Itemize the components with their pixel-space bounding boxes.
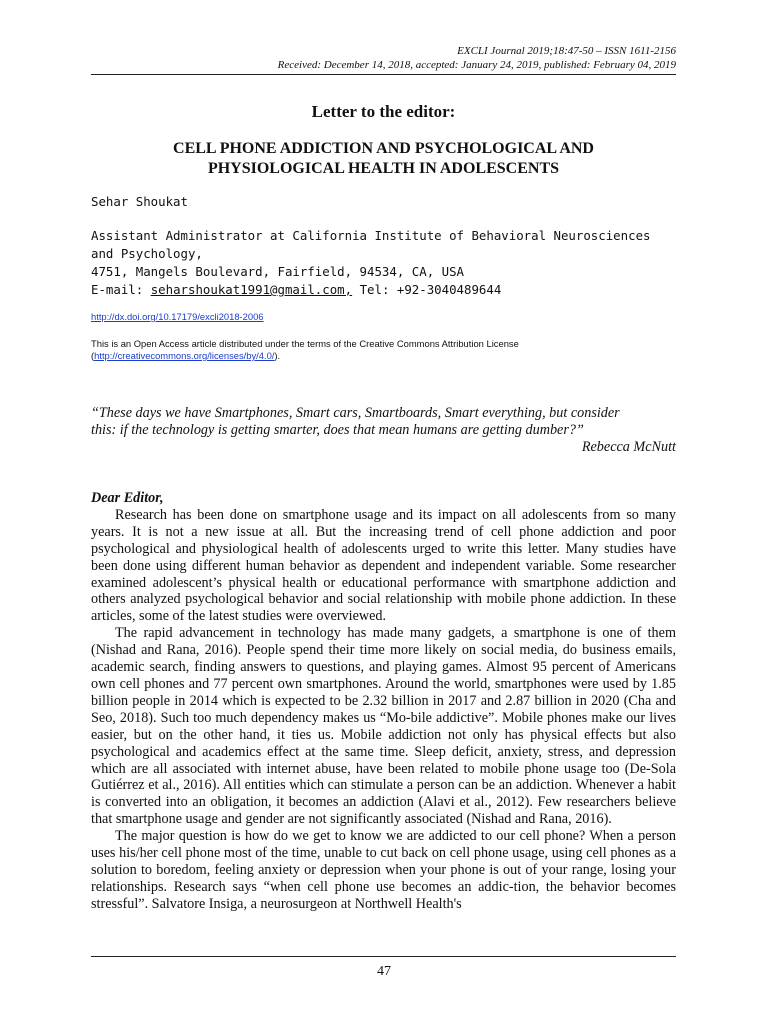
article-title-line-1: CELL PHONE ADDICTION AND PSYCHOLOGICAL AND xyxy=(173,140,594,157)
footer-divider xyxy=(91,956,676,957)
article-title xyxy=(91,139,676,179)
doi-line xyxy=(91,311,676,322)
license-paren-close: ). xyxy=(274,350,281,361)
author-name: Sehar Shoukat xyxy=(91,194,188,209)
salutation: Dear Editor, xyxy=(91,490,164,506)
contact-line xyxy=(91,281,676,299)
quote-author: Rebecca McNutt xyxy=(581,439,676,455)
email-label: E-mail: xyxy=(91,282,151,297)
journal-citation: EXCLI Journal 2019;18:47-50 – ISSN 1611-2156 xyxy=(457,45,676,57)
telephone: Tel: +92-3040489644 xyxy=(352,282,502,297)
affiliation-line-1: Assistant Administrator at California Institute of Behavioral Neurosciences and Psychology, xyxy=(91,228,651,261)
journal-header xyxy=(278,44,676,72)
epigraph-quote xyxy=(91,405,676,456)
body-paragraph: The major question is how do we get to know we are addicted to our cell phone? When a person uses his/her cell phone most of the time, unable to cut back on cell phone usage, using cell phones as a solution to boredom, feeling anxiety or depression when your phone is out of your range, losing your relationships. Research says “when cell phone use becomes an addic-tion, the behavior becomes stressful”. Salvatore Insiga, a neurosurgeon at Northwell Health's xyxy=(91,828,676,912)
article-title-line-2: PHYSIOLOGICAL HEALTH IN ADOLESCENTS xyxy=(207,160,560,177)
author-affiliation xyxy=(91,227,676,299)
page-number: 47 xyxy=(377,964,391,979)
license-text: This is an Open Access article distributed under the terms of the Creative Commons Attribution License xyxy=(91,338,519,349)
article-type-heading: Letter to the editor: xyxy=(311,102,456,121)
quote-line-2: this: if the technology is getting smarter, does that mean humans are getting dumber?” xyxy=(91,422,584,438)
license-link-line xyxy=(91,350,676,362)
body-paragraph: Research has been done on smartphone usage and its impact on all adolescents from so many years. It is not a new issue at all. But the increasing trend of cell phone addiction and poor psychological and physiological health of adolescents urged to write this letter. Many studies have been done using different human behavior as dependent and independent variable. Some researcher examined adolescent’s physical health or educational performance with smartphone addiction and others analyzed psychological behavior and social relationship with mobile phone addiction. In these articles, some of the latest studies were overviewed. xyxy=(91,506,676,625)
body-paragraph: The rapid advancement in technology has made many gadgets, a smartphone is one of them (Nishad and Rana, 2016). People spend their time more likely on social media, do business emails, academic search, finding answers to questions, and playing games. Almost 95 percent of Americans own cell phones and 77 percent own smartphones. Around the world, smartphones were used by 1.85 billion people in 2014 which is expected to be 2.32 billion in 2017 and 2.87 billion in 2020 (Cha and Seo, 2018). Such too much dependency makes us “Mo-bile addictive”. Mobile phones make our lives easier, but on the other hand, it ties us. Mobile addiction not only has physical effects but also psychological and academics effect at the same time. Sleep deficit, anxiety, stress, and depression which are all associated with internet abuse, have been related to mobile phone usage too (De-Sola Gutiérrez et al., 2016). All entities which can stimulate a person can be an addiction. Whenever a habit is converted into an obligation, it becomes an addiction (Alavi et al., 2012). Few researchers believe that smartphone usage and gender are not significantly associated (Nishad and Rana, 2016). xyxy=(91,625,676,828)
license-paren-open: ( xyxy=(91,350,95,361)
email-link[interactable]: seharshoukat1991@gmail.com, xyxy=(150,282,353,297)
doi-link[interactable]: http://dx.doi.org/10.17179/excli2018-2006 xyxy=(91,311,264,322)
header-divider xyxy=(91,74,676,75)
quote-line-1: “These days we have Smartphones, Smart cars, Smartboards, Smart everything, but consider xyxy=(91,405,620,421)
letter-body xyxy=(91,490,676,913)
license-link[interactable]: http://creativecommons.org/licenses/by/4.0/ xyxy=(94,350,275,361)
affiliation-line-2: 4751, Mangels Boulevard, Fairfield, 94534, CA, USA xyxy=(91,264,464,279)
publication-dates: Received: December 14, 2018, accepted: January 24, 2019, published: February 04, 2019 xyxy=(277,59,676,71)
license-notice xyxy=(91,338,676,362)
